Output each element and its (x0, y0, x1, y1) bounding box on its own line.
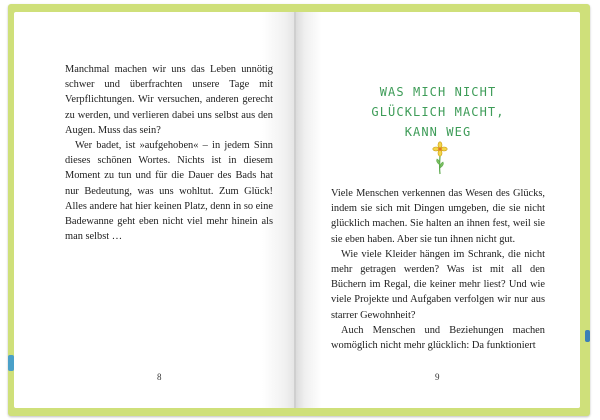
chapter-title-line: KANN WEG (404, 124, 472, 139)
left-page (14, 12, 296, 408)
chapter-title-line: GLÜCKLICH MACHT, (371, 104, 505, 119)
paragraph: Viele Menschen verkennen das Wesen des Glücks, indem sie sich mit Dingen umgeben, die sie nicht glücklich machen. Sie halten an ihnen fest, weil sie sie eben haben. Aber sie tun ihnen nicht gut. (331, 188, 545, 245)
flower-icon (431, 141, 449, 175)
paragraph: Wer badet, ist »aufgehoben« – in jedem Sinn dieses schönen Wortes. Nichts ist in diesem Moment zu tun und für die Dauer des Bads hat nur Bedeutung, was uns wohltut. Zum Glück! Alles andere hat hier keinen Platz, denn in so eine Badewanne geht eben nicht viel mehr hinein als man selbst … (65, 140, 273, 243)
left-page-body (65, 62, 273, 244)
paragraph: Auch Menschen und Beziehungen machen womöglich nicht mehr glücklich: Da funktioniert (331, 324, 545, 352)
right-page (296, 12, 580, 408)
paragraph: Manchmal machen wir uns das Leben unnötig schwer und überfrachten unsere Tage mit Verpflichtungen. Wir versuchen, anderen gerecht zu werden, und verlieren dabei uns selbst aus den Augen. Muss das sein? (65, 64, 273, 136)
paragraph: Wie viele Kleider hängen im Schrank, die nicht mehr getragen werden? Was ist mit all den Büchern im Regal, die keiner mehr liest? Und wie viele Projekte und Aufgaben verfolgen wir nur aus starrer Gewohnheit? (331, 248, 545, 321)
chapter-title (352, 82, 524, 142)
cover-edge-marker (585, 330, 590, 342)
page-number: 8 (157, 372, 162, 382)
chapter-title-line: WAS MICH NICHT (379, 84, 497, 99)
page-number: 9 (435, 372, 440, 382)
right-page-body (331, 186, 545, 353)
